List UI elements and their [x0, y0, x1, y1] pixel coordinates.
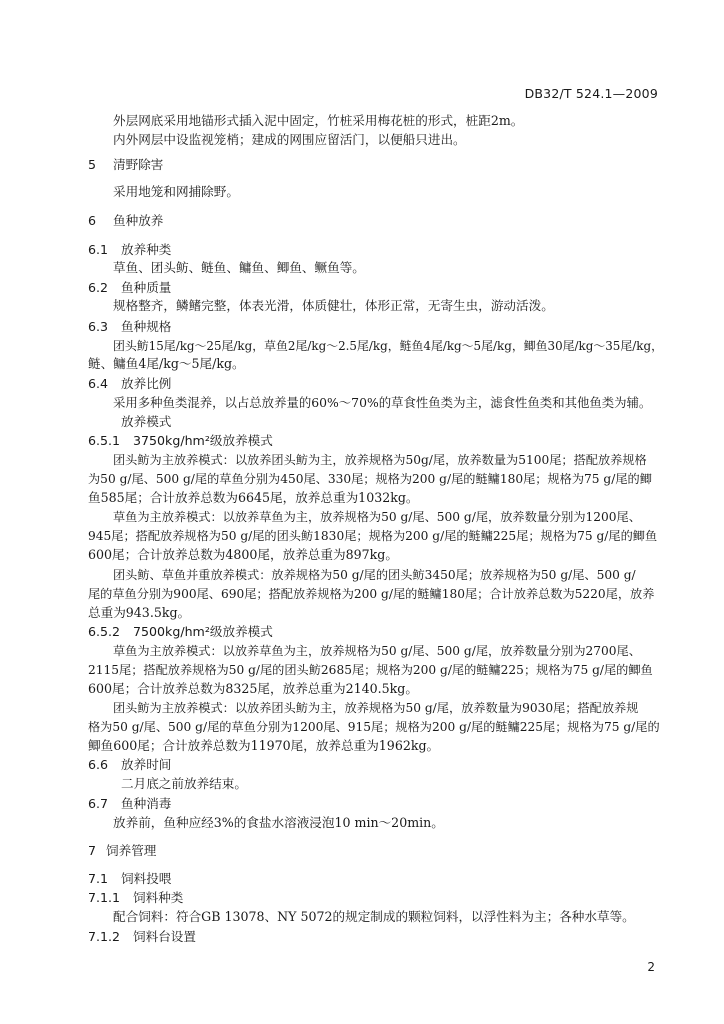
section-7-number: 7	[88, 843, 97, 858]
section-6-1-text: 草鱼、团头鲂、鲢鱼、鳙鱼、鲫鱼、鳜鱼等。	[113, 260, 365, 275]
section-7-1-number: 7.1	[88, 871, 109, 886]
section-5-title: 清野除害	[113, 157, 164, 172]
section-7-1-2-title: 饲料台设置	[133, 929, 196, 944]
section-5-text: 采用地笼和网捕除野。	[113, 184, 239, 199]
section-6-3-number: 6.3	[88, 319, 109, 334]
page-number: 2	[647, 960, 655, 974]
section-7-1-title: 饲料投喂	[121, 871, 172, 886]
section-6-4-title: 放养比例	[121, 376, 172, 391]
section-7-1-2-number: 7.1.2	[88, 929, 121, 944]
section-6-6-text: 二月底之前放养结束。	[121, 776, 247, 791]
section-6-5-heading: 放养模式	[121, 414, 172, 429]
paragraph-6-5-2-a-line-3: 600尾；合计放养总数为8325尾，放养总重为2140.5kg。	[88, 681, 418, 696]
section-6-7-text: 放养前，鱼种应经3%的食盐水溶液浸泡10 min～20min。	[113, 815, 444, 830]
paragraph-6-5-1-a-line-1: 团头鲂为主放养模式：以放养团头鲂为主，放养规格为50g/尾，放养数量为5100尾；搭配放养规格	[113, 453, 647, 467]
section-6-5-1-title: 3750kg/hm²级放养模式	[133, 433, 273, 448]
section-6-1-title: 放养种类	[121, 242, 172, 257]
section-6-7-title: 鱼种消毒	[121, 796, 172, 811]
paragraph-6-5-2-a-line-2: 2115尾；搭配放养规格为50 g/尾的团头鲂2685尾；规格为200 g/尾的鲢鳙225；规格为75 g/尾的鲫鱼	[88, 663, 653, 677]
paragraph-6-5-1-b-line-2: 945尾；搭配放养规格为50 g/尾的团头鲂1830尾；规格为200 g/尾的鲢鳙225尾；规格为75 g/尾的鲫鱼	[88, 529, 658, 543]
section-6-3-text-2: 鲢、鳙鱼4尾/kg～5尾/kg。	[88, 356, 245, 371]
paragraph-outer-net-2: 内外网层中设监视笼梢；建成的网围应留活门，以便船只进出。	[113, 132, 466, 147]
paragraph-6-5-2-b-line-2: 格为50 g/尾、500 g/尾的草鱼分别为1200尾、915尾；规格为200 g/尾的鲢鳙225尾；规格为75 g/尾的	[88, 720, 660, 734]
paragraph-6-5-2-b-line-1: 团头鲂为主放养模式：以放养团头鲂为主，放养规格为50 g/尾，放养数量为9030尾；搭配放养规	[113, 701, 639, 715]
section-6-4-text: 采用多种鱼类混养，以占总放养量的60%～70%的草食性鱼类为主，滤食性鱼类和其他鱼类为辅。	[113, 395, 652, 410]
paragraph-6-5-2-a-line-1: 草鱼为主放养模式：以放养草鱼为主，放养规格为50 g/尾、500 g/尾，放养数量分别为2700尾、	[113, 644, 641, 658]
section-6-2-text: 规格整齐，鳞鳍完整，体表光滑，体质健壮，体形正常，无寄生虫，游动活泼。	[113, 298, 554, 313]
paragraph-6-5-1-b-line-3: 600尾；合计放养总数为4800尾，放养总重为897kg。	[88, 547, 398, 562]
section-6-4-number: 6.4	[88, 376, 109, 391]
section-6-title: 鱼种放养	[113, 213, 164, 228]
section-6-2-number: 6.2	[88, 280, 109, 295]
section-6-3-text-1: 团头鲂15尾/kg～25尾/kg，草鱼2尾/kg～2.5尾/kg，鲢鱼4尾/kg～5尾/kg，鲫鱼30尾/kg～35尾/kg，	[113, 339, 663, 353]
section-7-1-1-title: 饲料种类	[133, 890, 184, 905]
section-7-1-1-text: 配合饲料：符合GB 13078、NY 5072的规定制成的颗粒饲料，以浮性料为主；各种水草等。	[113, 909, 635, 924]
paragraph-6-5-1-c-line-1: 团头鲂、草鱼并重放养模式：放养规格为50 g/尾的团头鲂3450尾；放养规格为50 g/尾、500 g/	[113, 568, 636, 582]
paragraph-6-5-1-a-line-2: 为50 g/尾、500 g/尾的草鱼分别为450尾、330尾；规格为200 g/尾的鲢鳙180尾；规格为75 g/尾的鲫	[88, 472, 652, 486]
paragraph-6-5-1-b-line-1: 草鱼为主放养模式：以放养草鱼为主，放养规格为50 g/尾、500 g/尾，放养数量分别为1200尾、	[113, 510, 641, 524]
section-6-5-2-title: 7500kg/hm²级放养模式	[133, 624, 273, 639]
paragraph-6-5-1-c-line-3: 总重为943.5kg。	[88, 605, 191, 620]
standard-code: DB32/T 524.1—2009	[524, 86, 658, 101]
section-7-title: 饲养管理	[106, 843, 157, 858]
section-6-6-number: 6.6	[88, 757, 109, 772]
section-6-5-1-number: 6.5.1	[88, 433, 121, 448]
paragraph-6-5-1-c-line-2: 尾的草鱼分别为900尾、690尾；搭配放养规格为200 g/尾的鲢鳙180尾；合计放养总数为5220尾，放养	[88, 587, 655, 601]
paragraph-outer-net-1: 外层网底采用地锚形式插入泥中固定，竹桩采用梅花桩的形式，桩距2m。	[113, 113, 524, 128]
section-6-7-number: 6.7	[88, 796, 109, 811]
paragraph-6-5-1-a-line-3: 鱼585尾；合计放养总数为6645尾，放养总重为1032kg。	[88, 490, 419, 505]
section-6-3-title: 鱼种规格	[121, 319, 172, 334]
section-6-1-number: 6.1	[88, 242, 109, 257]
section-6-6-title: 放养时间	[121, 757, 172, 772]
section-6-number: 6	[88, 213, 97, 228]
paragraph-6-5-2-b-line-3: 鲫鱼600尾；合计放养总数为11970尾，放养总重为1962kg。	[88, 738, 440, 753]
section-6-2-title: 鱼种质量	[121, 280, 172, 295]
section-7-1-1-number: 7.1.1	[88, 890, 121, 905]
section-6-5-2-number: 6.5.2	[88, 624, 121, 639]
section-5-number: 5	[88, 157, 97, 172]
